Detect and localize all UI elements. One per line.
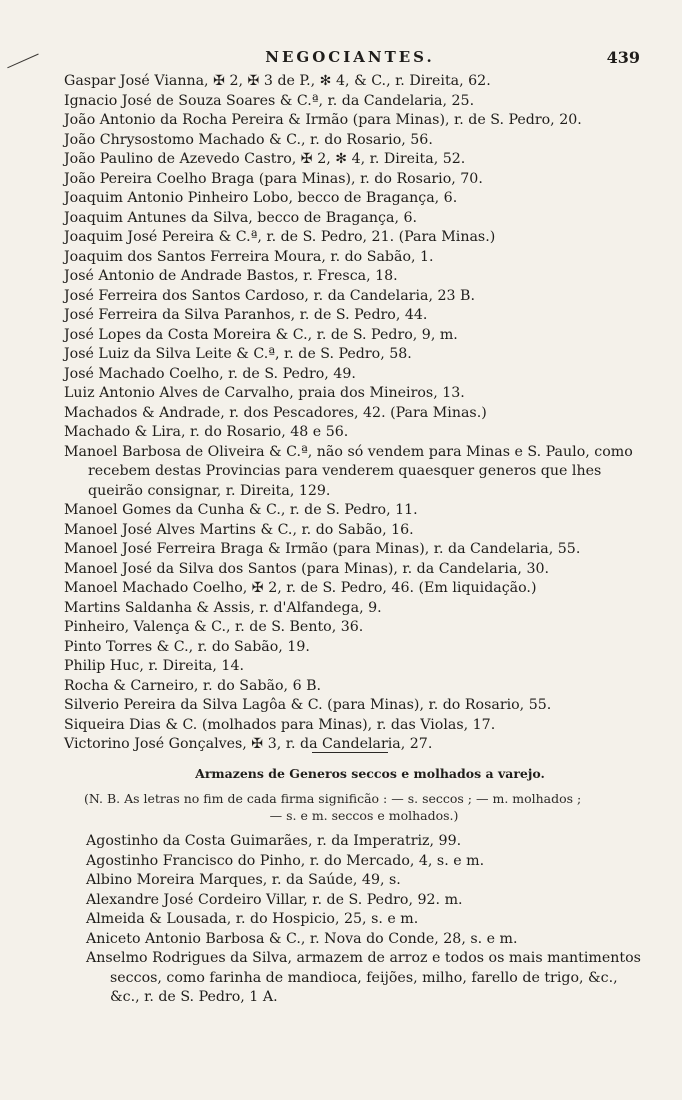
list-item: Gaspar José Vianna, ✠ 2, ✠ 3 de P., ✻ 4, & C., r. Direita, 62.	[64, 73, 491, 89]
list-item: Ignacio José de Souza Soares & C.ª, r. da Candelaria, 25.	[64, 92, 475, 109]
note-line: (N. B. As letras no fim de cada firma significão : — s. seccos ; — m. molhados ;	[84, 791, 582, 806]
list-item: José Antonio de Andrade Bastos, r. Fresca, 18.	[64, 268, 398, 284]
section-heading: Armazens de Generos seccos e molhados a varejo.	[195, 766, 545, 781]
list-item: José Machado Coelho, r. de S. Pedro, 49.	[64, 365, 356, 382]
list-item: Martins Saldanha & Assis, r. d'Alfandega, 9.	[64, 599, 382, 616]
list-item: Joaquim dos Santos Ferreira Moura, r. do Sabão, 1.	[64, 248, 434, 265]
list-item: Silverio Pereira da Silva Lagôa & C. (para Minas), r. do Rosario, 55.	[64, 697, 552, 713]
margin-pen-mark	[7, 54, 43, 78]
list-item: Victorino José Gonçalves, ✠ 3, r. da Candelaria, 27.	[64, 736, 433, 752]
list-item: Joaquim José Pereira & C.ª, r. de S. Pedro, 21. (Para Minas.)	[64, 229, 496, 245]
list-item: Aniceto Antonio Barbosa & C., r. Nova do Conde, 28, s. e m.	[86, 930, 518, 947]
retail-store-list	[86, 832, 646, 1008]
list-item: Rocha & Carneiro, r. do Sabão, 6 B.	[64, 677, 322, 694]
list-item: João Antonio da Rocha Pereira & Irmão (para Minas), r. de S. Pedro, 20.	[64, 112, 582, 128]
list-item: Siqueira Dias & C. (molhados para Minas), r. das Violas, 17.	[64, 716, 496, 733]
list-item: Manoel Barbosa de Oliveira & C.ª, não só vendem para Minas e S. Paulo, como recebem destas Provincias para venderem quaesquer generos que lhes queirão consignar, r. Direita, 129.	[64, 443, 633, 499]
list-item: Agostinho Francisco do Pinho, r. do Mercado, 4, s. e m.	[86, 852, 485, 869]
list-item: Agostinho da Costa Guimarães, r. da Imperatriz, 99.	[86, 833, 462, 849]
list-item: José Ferreira da Silva Paranhos, r. de S. Pedro, 44.	[64, 307, 428, 323]
abbreviation-note	[84, 790, 644, 824]
merchant-list	[64, 72, 644, 755]
list-item: Almeida & Lousada, r. do Hospicio, 25, s. e m.	[86, 911, 419, 927]
list-item: Manoel José da Silva dos Santos (para Minas), r. da Candelaria, 30.	[64, 560, 550, 577]
note-line: — s. e m. seccos e molhados.)	[269, 808, 459, 823]
list-item: José Lopes da Costa Moreira & C., r. de S. Pedro, 9, m.	[64, 326, 458, 343]
list-item: Joaquim Antonio Pinheiro Lobo, becco de Bragança, 6.	[64, 190, 458, 206]
list-item: Pinto Torres & C., r. do Sabão, 19.	[64, 638, 310, 655]
list-item: José Luiz da Silva Leite & C.ª, r. de S. Pedro, 58.	[64, 346, 412, 362]
list-item: Manoel Machado Coelho, ✠ 2, r. de S. Pedro, 46. (Em liquidação.)	[64, 580, 537, 596]
list-item: Manoel José Ferreira Braga & Irmão (para Minas), r. da Candelaria, 55.	[64, 541, 581, 557]
list-item: Anselmo Rodrigues da Silva, armazem de arroz e todos os mais mantimentos seccos, como farinha de mandioca, feijões, milho, farello de trigo, &c., &c., r. de S. Pedro, 1 A.	[86, 950, 641, 1005]
list-item: João Pereira Coelho Braga (para Minas), r. do Rosario, 70.	[64, 170, 483, 187]
list-item: Pinheiro, Valença & C., r. de S. Bento, 36.	[64, 619, 364, 635]
list-item: Manoel Gomes da Cunha & C., r. de S. Pedro, 11.	[64, 502, 418, 518]
list-item: Albino Moreira Marques, r. da Saúde, 49, s.	[86, 872, 401, 888]
list-item: Machados & Andrade, r. dos Pescadores, 42. (Para Minas.)	[64, 404, 487, 421]
list-item: Manoel José Alves Martins & C., r. do Sabão, 16.	[64, 521, 414, 538]
list-item: Joaquim Antunes da Silva, becco de Bragança, 6.	[64, 209, 418, 226]
list-item: João Chrysostomo Machado & C., r. do Rosario, 56.	[64, 131, 433, 148]
section-divider	[312, 752, 388, 753]
page-number: 439	[606, 48, 640, 67]
list-item: Philip Huc, r. Direita, 14.	[64, 658, 244, 674]
list-item: José Ferreira dos Santos Cardoso, r. da Candelaria, 23 B.	[64, 287, 475, 304]
list-item: João Paulino de Azevedo Castro, ✠ 2, ✻ 4, r. Direita, 52.	[64, 151, 466, 167]
list-item: Machado & Lira, r. do Rosario, 48 e 56.	[64, 424, 349, 440]
page-header	[60, 48, 640, 72]
list-item: Luiz Antonio Alves de Carvalho, praia dos Mineiros, 13.	[64, 385, 465, 401]
list-item: Alexandre José Cordeiro Villar, r. de S. Pedro, 92. m.	[86, 891, 463, 908]
running-title: NEGOCIANTES.	[265, 48, 435, 66]
